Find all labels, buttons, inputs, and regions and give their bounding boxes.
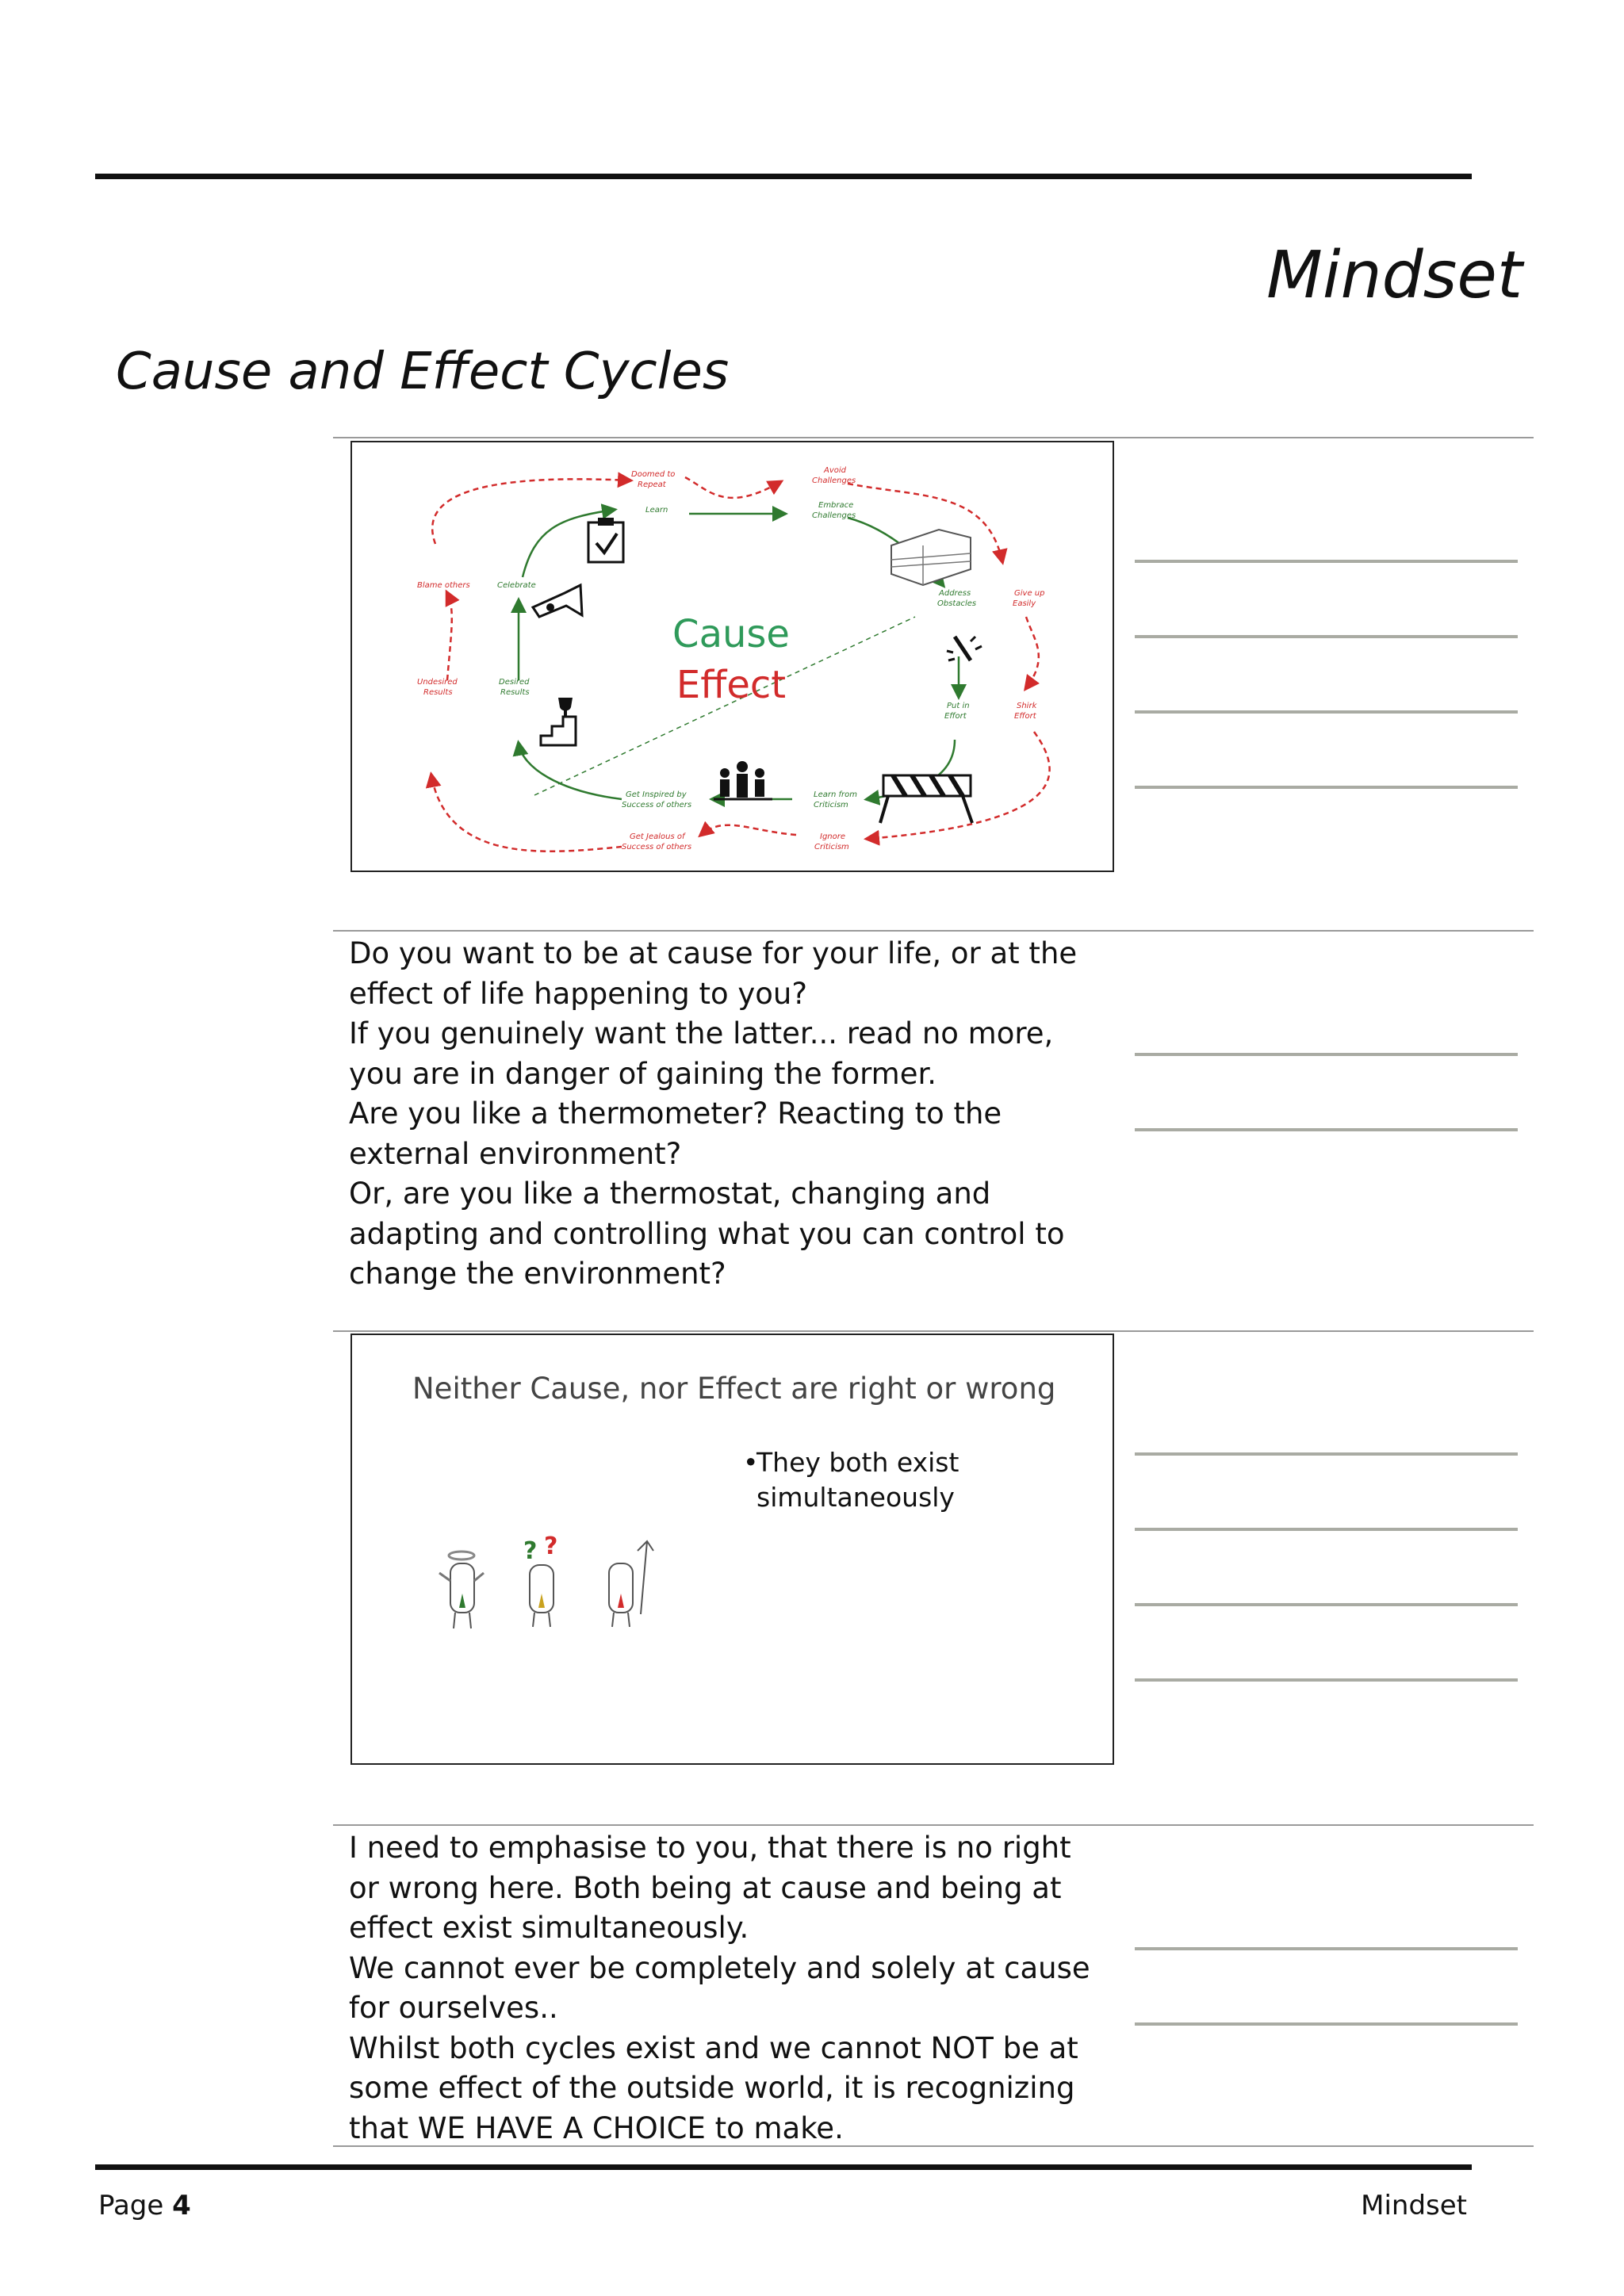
footer-rule — [95, 2164, 1472, 2170]
label-avoid-1: Avoid — [824, 466, 847, 475]
label-desired-1: Desired — [499, 678, 530, 687]
slide-two-canvas — [352, 1335, 1113, 1763]
cause-effect-cycle-slide — [350, 441, 1114, 872]
paragraph-line: Are you like a thermometer? Reacting to the external environment? — [349, 1096, 1002, 1171]
trophy-steps-icon — [541, 698, 576, 745]
label-inspired-1: Get Inspired by — [626, 790, 687, 799]
note-line[interactable] — [1135, 1947, 1518, 1950]
label-jealous-2: Success of others — [622, 843, 692, 851]
row-divider — [333, 1330, 1534, 1332]
label-address-1: Address — [939, 589, 971, 598]
label-ignore-1: Ignore — [820, 832, 846, 841]
label-putin-2: Effort — [944, 712, 967, 721]
effect-label: Effect — [676, 663, 787, 707]
label-undesired-1: Undesired — [417, 678, 458, 687]
label-giveup-1: Give up — [1014, 589, 1045, 598]
label-avoid-2: Challenges — [812, 476, 856, 485]
note-line[interactable] — [1135, 560, 1518, 563]
label-inspired-2: Success of others — [622, 801, 692, 809]
label-jealous-1: Get Jealous of — [630, 832, 685, 841]
paragraph-line: Do you want to be at cause for your life, or at the effect of life happening to you? — [349, 936, 1078, 1011]
label-putin-1: Put in — [947, 702, 970, 710]
note-line[interactable] — [1135, 1452, 1518, 1456]
row-divider — [333, 2145, 1534, 2147]
note-line[interactable] — [1135, 2022, 1518, 2026]
paragraph-line: Or, are you like a thermostat, changing and adapting and controlling what you can control to change the environment? — [349, 1177, 1065, 1291]
label-embrace-1: Embrace — [818, 501, 854, 510]
document-title: Mindset — [1266, 238, 1522, 313]
label-embrace-2: Challenges — [812, 511, 856, 520]
paragraph-no-right-wrong — [349, 1828, 1110, 2149]
label-learncrit-1: Learn from — [814, 790, 857, 799]
label-blame: Blame others — [417, 581, 470, 590]
paragraph-line: We cannot ever be completely and solely at cause for ourselves.. — [349, 1950, 1090, 2025]
trumpet-icon — [533, 585, 582, 617]
paragraph-line: I need to emphasise to you, that there is no right or wrong here. Both being at cause and being at effect exist simultaneously. — [349, 1831, 1071, 1945]
effort-gauge-icon — [947, 637, 982, 660]
note-line[interactable] — [1135, 1678, 1518, 1682]
row-divider — [333, 930, 1534, 932]
label-learn: Learn — [645, 506, 668, 515]
paragraph-line: Whilst both cycles exist and we cannot NOT be at some effect of the outside world, it is recognizing that WE HAVE A CHOICE to make. — [349, 2030, 1078, 2145]
devil-figure-icon — [609, 1541, 653, 1627]
label-learncrit-2: Criticism — [814, 801, 848, 809]
neither-right-wrong-slide — [350, 1334, 1114, 1765]
row-divider — [333, 1824, 1534, 1826]
note-line[interactable] — [1135, 710, 1518, 714]
bricks-wall-icon — [891, 530, 971, 585]
label-giveup-2: Easily — [1013, 599, 1036, 608]
angel-figure-icon — [439, 1552, 484, 1628]
label-shirk-1: Shirk — [1017, 702, 1037, 710]
slide2-bullet-line2: simultaneously — [756, 1482, 955, 1513]
label-ignore-2: Criticism — [814, 843, 849, 851]
slide2-bullet-line1: They both exist — [756, 1447, 959, 1478]
label-shirk-2: Effort — [1014, 712, 1036, 721]
clipboard-check-icon — [588, 518, 623, 562]
note-line[interactable] — [1135, 1603, 1518, 1606]
people-group-icon — [714, 761, 772, 799]
note-line[interactable] — [1135, 1053, 1518, 1056]
bullet-icon: • — [743, 1447, 759, 1478]
label-address-2: Obstacles — [937, 599, 977, 608]
cycle-diagram — [352, 442, 1113, 871]
confused-figure-icon — [523, 1533, 557, 1627]
row-divider — [333, 437, 1534, 438]
section-title: Cause and Effect Cycles — [116, 342, 730, 401]
header-rule — [95, 174, 1472, 179]
barrier-icon — [880, 775, 972, 823]
label-undesired-2: Results — [423, 688, 453, 697]
note-line[interactable] — [1135, 786, 1518, 789]
note-line[interactable] — [1135, 1528, 1518, 1531]
label-celebrate: Celebrate — [497, 581, 536, 590]
cause-label: Cause — [672, 612, 790, 656]
label-desired-2: Results — [500, 688, 530, 697]
page-label: Page — [98, 2190, 164, 2221]
label-doomed-1: Doomed to — [631, 470, 676, 479]
footer-title: Mindset — [1361, 2190, 1467, 2221]
paragraph-line: If you genuinely want the latter... read no more, you are in danger of gaining the former. — [349, 1016, 1054, 1091]
paragraph-cause-or-effect — [349, 934, 1110, 1295]
page-number-value: 4 — [172, 2190, 191, 2221]
slide2-title: Neither Cause, nor Effect are right or wrong — [412, 1372, 1056, 1406]
svg-text:?: ? — [523, 1537, 538, 1565]
label-doomed-2: Repeat — [638, 480, 666, 489]
page-number — [98, 2190, 191, 2221]
note-line[interactable] — [1135, 635, 1518, 638]
svg-text:?: ? — [544, 1533, 558, 1560]
note-line[interactable] — [1135, 1128, 1518, 1131]
